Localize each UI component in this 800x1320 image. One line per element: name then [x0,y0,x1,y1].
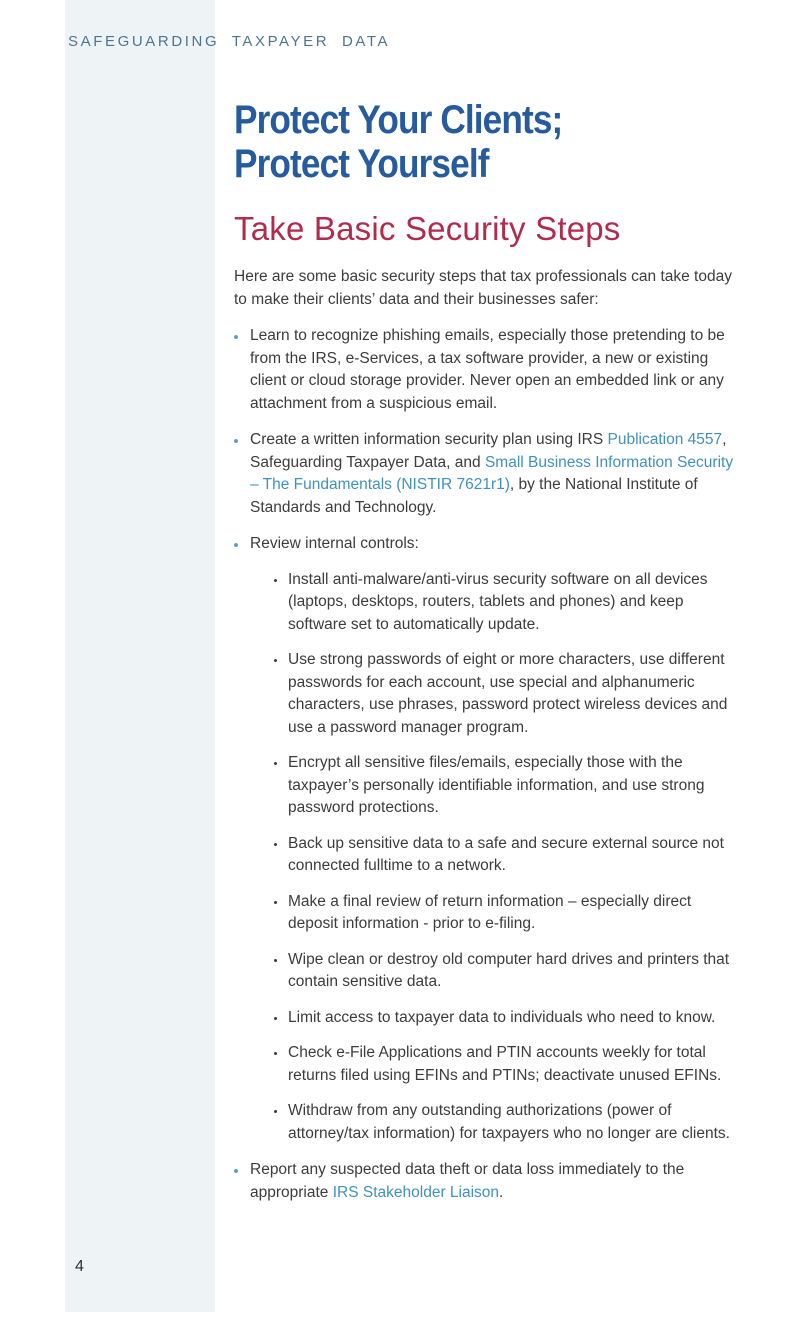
list-item [274,752,739,820]
sidebar-band [65,0,215,1312]
inline-link[interactable]: IRS Stakeholder Liaison [332,1183,500,1201]
list-item-text: Learn to recognize phishing emails, especially those pretending to be from the IRS, e-Services, a tax software provider, a new or existing client or cloud storage provider. Never open an embedded link or any attachment from a suspicious email. [250,327,725,412]
list-item [274,833,739,878]
bullet-dot [274,569,288,637]
bullet-dot [234,1159,250,1204]
bullet-dot [234,325,250,415]
list-item-text: Review internal controls: [250,535,419,552]
bullet-dot [234,533,250,1145]
list-item [274,1007,739,1030]
list-item [274,649,739,739]
page-title-line1: Protect Your Clients; [234,98,563,142]
list-item-text: Install anti-malware/anti-virus security software on all devices (laptops, desktops, routers, tablets and phones) and keep software set to automatically update. [288,570,708,633]
bullet-dot [274,833,288,878]
list-item-text: Check e-File Applications and PTIN accounts weekly for total returns filed using EFINs and PTINs; deactivate unused EFINs. [288,1044,722,1084]
list-item-text: Limit access to taxpayer data to individuals who need to know. [288,1008,716,1026]
list-item [234,325,739,415]
list-item-text: Withdraw from any outstanding authorizations (power of attorney/tax information) for taxpayers who no longer are clients. [288,1102,730,1142]
list-item-text: Create a written information security plan using IRS Publication 4557, Safeguarding Taxpayer Data, and Small Business Information Security – The Fundamentals (NISTIR 7621r1), by the National Institute of Standards and Technology. [250,431,734,516]
list-item [234,429,739,519]
inline-link[interactable]: Publication 4557 [607,431,723,448]
bullet-dot [274,752,288,820]
list-item-text: Make a final review of return information – especially direct deposit information - prior to e-filing. [288,892,692,932]
bullet-dot [274,649,288,739]
bullet-dot [234,429,250,519]
list-item [234,1159,739,1204]
list-item [274,949,739,994]
list-item [234,533,739,1145]
list-item-text: Back up sensitive data to a safe and secure external source not connected fulltime to a network. [288,834,724,874]
list-item-text: Use strong passwords of eight or more characters, use different passwords for each account, use special and alphanumeric characters, use phrases, password protect wireless devices and use a password manager program. [288,651,728,736]
page-kicker: SAFEGUARDING TAXPAYER DATA [68,33,391,50]
list-item-text: Report any suspected data theft or data loss immediately to the appropriate IRS Stakeholder Liaison. [250,1161,685,1201]
bullet-dot [274,1007,288,1030]
intro-paragraph: Here are some basic security steps that tax professionals can take today to make their clients’ data and their businesses safer: [234,268,732,308]
bullet-list [234,325,739,1204]
page-title [234,98,678,186]
list-item [274,1042,739,1087]
bullet-dot [274,1100,288,1145]
list-item [274,891,739,936]
page-title-line2: Protect Yourself [234,142,489,186]
sub-list [274,569,739,1146]
list-item-text: Encrypt all sensitive files/emails, especially those with the taxpayer’s personally identifiable information, and use strong password protections. [288,754,705,816]
list-item [274,1100,739,1145]
article-content [234,98,739,1204]
section-subtitle: Take Basic Security Steps [234,210,621,247]
page-number: 4 [75,1258,84,1275]
inline-link[interactable]: Small Business Information Security – The Fundamentals (NISTIR 7621r1) [250,453,734,493]
list-item [274,569,739,637]
list-item-text: Wipe clean or destroy old computer hard drives and printers that contain sensitive data. [288,950,730,990]
bullet-dot [274,891,288,936]
bullet-dot [274,1042,288,1087]
bullet-dot [274,949,288,994]
